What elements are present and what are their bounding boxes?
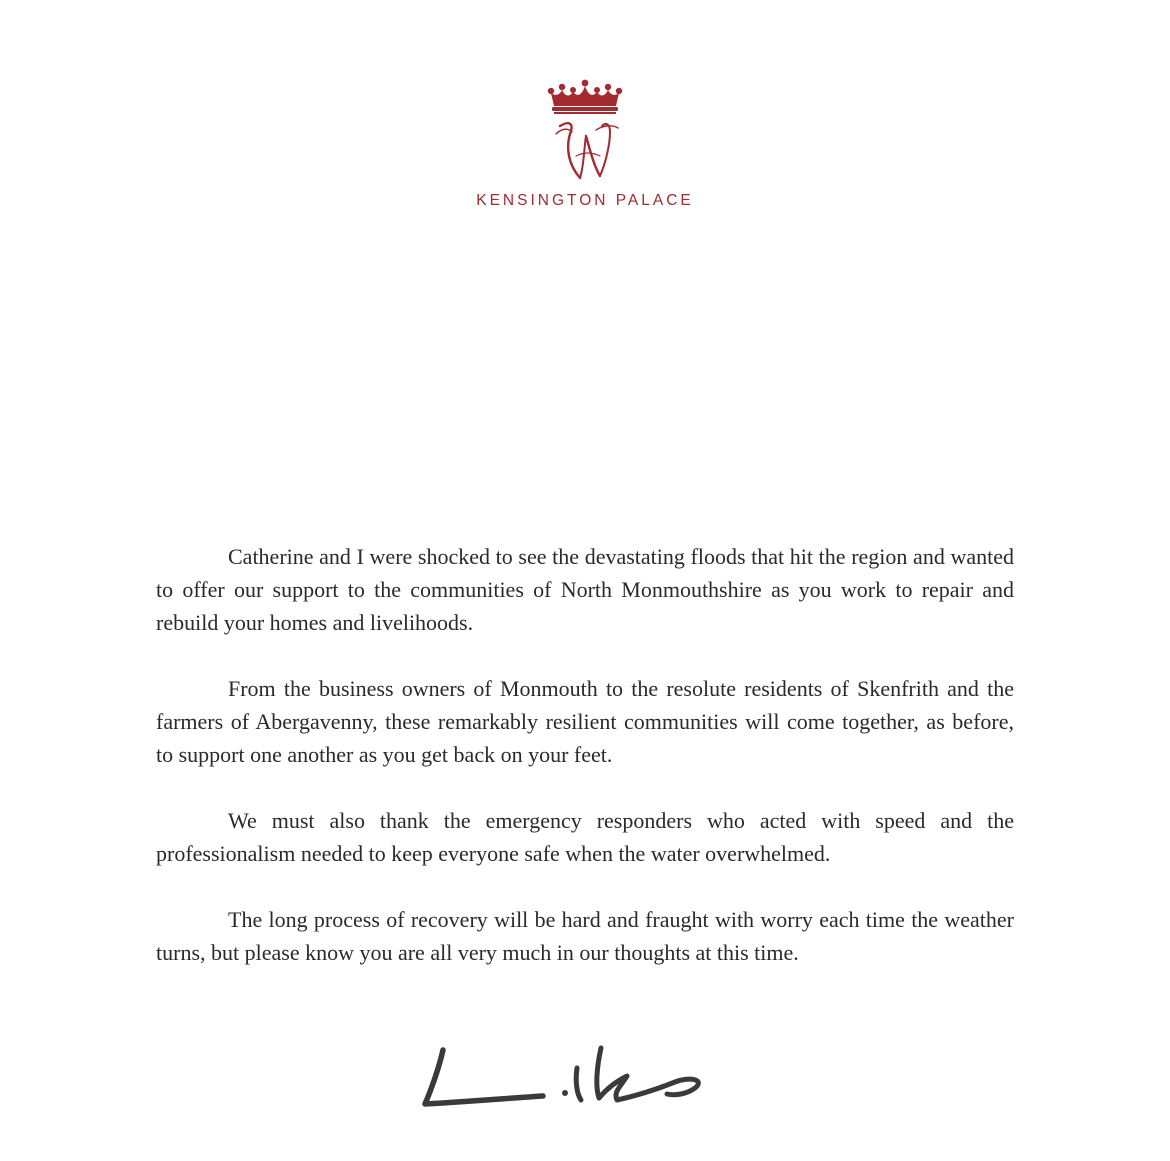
- letter-body: [156, 540, 1014, 1002]
- signature: [405, 1038, 725, 1118]
- letter-paragraph: The long process of recovery will be hard and fraught with worry each time the weather turns, but please know you are all very much in our thoughts at this time.: [156, 907, 1014, 965]
- letter-paragraph: We must also thank the emergency responders who acted with speed and the professionalism needed to keep everyone safe when the water overwhelmed.: [156, 808, 1014, 866]
- crown-monogram-icon: [540, 78, 630, 190]
- letterhead: [0, 78, 1170, 190]
- letter-paragraph: Catherine and I were shocked to see the devastating floods that hit the region and wanted to offer our support to the communities of North Monmouthshire as you work to repair and rebuild your homes and livelihoods.: [156, 544, 1014, 635]
- letterhead-title: KENSINGTON PALACE: [476, 192, 694, 209]
- letter-paragraph: From the business owners of Monmouth to the resolute residents of Skenfrith and the farmers of Abergavenny, these remarkably resilient communities will come together, as before, to support one another as you get back on your feet.: [156, 676, 1014, 767]
